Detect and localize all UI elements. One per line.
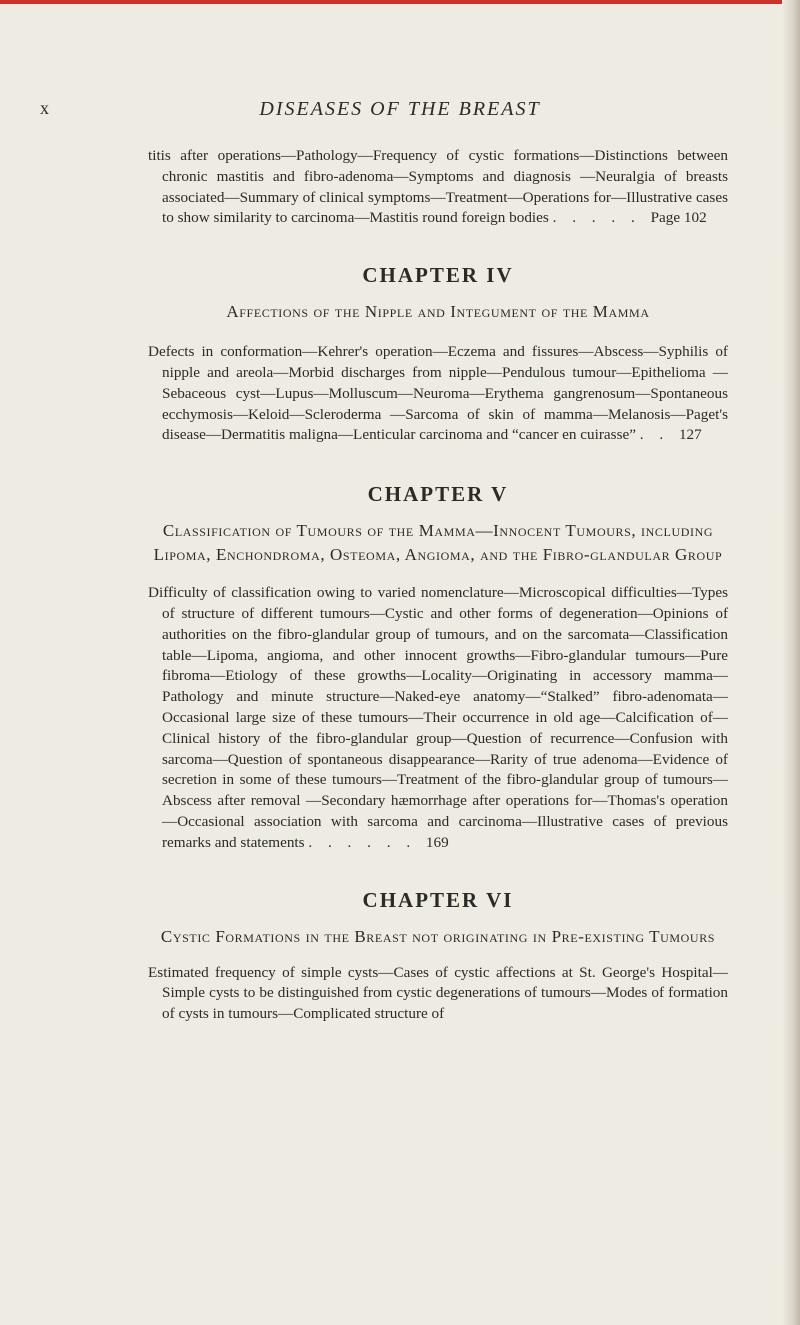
continuation-text: titis after operations—Pathology—Frequency of cystic formations—Distinctions between chronic mastitis and fibro-adenoma—Symptoms and diagnosis —Neuralgia of breasts associated—Summary of clinical symptoms—Treatment—Operations for—Illustrative cases to show similarity to carcinoma—Mastitis round foreign bodies [148, 147, 728, 227]
chapter-6-summary [148, 963, 728, 1025]
chapter-6-text: Estimated frequency of simple cysts—Cases of cystic affections at St. George's Hospital—Simple cysts to be distinguished from cystic degenerations of tumours—Modes of formation of cysts in tumours—Complicated structure of [148, 963, 728, 1023]
page-edge-shadow [782, 0, 800, 1325]
chapter-6-heading: CHAPTER VI [362, 887, 514, 912]
running-head [40, 98, 760, 126]
chapter-4-title: Affections of the Nipple and Integument of the Mamma [226, 302, 650, 322]
chapter-5-title: Classification of Tumours of the Mamma—Innocent Tumours, including Lipoma, Enchondroma, Osteoma, Angioma, and the Fibro-glandular Group [153, 521, 723, 565]
chapter-4-text: Defects in conformation—Kehrer's operation—Eczema and fissures—Abscess—Syphilis of nipple and areola—Morbid discharges from nipple—Pendulous tumour—Epithelioma —Sebaceous cyst—Lupus—Molluscum—Neuroma—Erythema gangrenosum—Spontaneous ecchymosis—Keloid—Scleroderma —Sarcoma of skin of mamma—Melanosis—Paget's disease—Dermatitis maligna—Lenticular carcinoma and “cancer en cuirasse” [148, 343, 728, 444]
chapter-4-summary: Defects in conformation—Kehrer's operation—Eczema and fissures—Abscess—Syphilis of nipple and areola—Morbid discharges from nipple—Pendulous tumour—Epithelioma —Sebaceous cyst—Lupus—Molluscum—Neuroma—Erythema gangrenosum—Spontaneous ecchymosis—Keloid—Scleroderma —Sarcoma of skin of mamma—Melanosis—Paget's disease—Dermatitis maligna—Lenticular carcinoma and “cancer en cuirasse” . . 127 [148, 343, 728, 444]
running-title: DISEASES OF THE BREAST [259, 98, 541, 120]
chapter-4-heading: CHAPTER IV [362, 263, 514, 288]
contents-body [148, 146, 728, 1025]
top-edge-rule [0, 0, 800, 4]
chapter-5-text: Difficulty of classification owing to varied nomenclature—Microscopical difficulties—Types of structure of different tumours—Cystic and other forms of degeneration—Opinions of authorities on the fibro-glandular group of tumours, and on the sarcomata—Classification table—Lipoma, angioma, and other innocent growths—Fibro-glandular tumours—Pure fibroma—Etiology of these growths—Locality—Originating in accessory mamma—Pathology and minute structure—Naked-eye anatomy—“Stalked” fibro-adenomata—Occasional large size of these tumours—Their occurrence in old age—Calcification of—Clinical history of the fibro-glandular group—Question of recurrence—Confusion with sarcoma—Question of spontaneous disappearance—Rarity of true adenoma—Evidence of secretion in some of these tumours—Treatment of the fibro-glandular group of tumours—Abscess after removal —Secondary hæmorrhage after operations for—Thomas's operation—Occasional association with sarcoma and carcinoma—Illustrative cases of previous remarks and statements [148, 584, 728, 851]
continuation-page-ref: Page 102 [650, 209, 707, 227]
chapter-4-page-ref: 127 [678, 426, 702, 444]
chapter-6-title: Cystic Formations in the Breast not originating in Pre-existing Tumours [160, 926, 716, 946]
chapter-5-summary: Difficulty of classification owing to varied nomenclature—Microscopical difficulties—Types of structure of different tumours—Cystic and other forms of degeneration—Opinions of authorities on the fibro-glandular group of tumours, and on the sarcomata—Classification table—Lipoma, angioma, and other innocent growths—Fibro-glandular tumours—Pure fibroma—Etiology of these growths—Locality—Originating in accessory mamma—Pathology and minute structure—Naked-eye anatomy—“Stalked” fibro-adenomata—Occasional large size of these tumours—Their occurrence in old age—Calcification of—Clinical history of the fibro-glandular group—Question of recurrence—Confusion with sarcoma—Question of spontaneous disappearance—Rarity of true adenoma—Evidence of secretion in some of these tumours—Treatment of the fibro-glandular group of tumours—Abscess after removal —Secondary hæmorrhage after operations for—Thomas's operation—Occasional association with sarcoma and carcinoma—Illustrative cases of previous remarks and statements . . . . . . 169 [148, 584, 728, 851]
chapter-5-heading: CHAPTER V [367, 482, 509, 507]
page-number: x [40, 98, 50, 118]
continuation-paragraph: titis after operations—Pathology—Frequency of cystic formations—Distinctions between chronic mastitis and fibro-adenoma—Symptoms and diagnosis —Neuralgia of breasts associated—Summary of clinical symptoms—Treatment—Operations for—Illustrative cases to show similarity to carcinoma—Mastitis round foreign bodies . . . . . Page 102 [148, 147, 728, 227]
chapter-5-page-ref: 169 [425, 833, 449, 851]
